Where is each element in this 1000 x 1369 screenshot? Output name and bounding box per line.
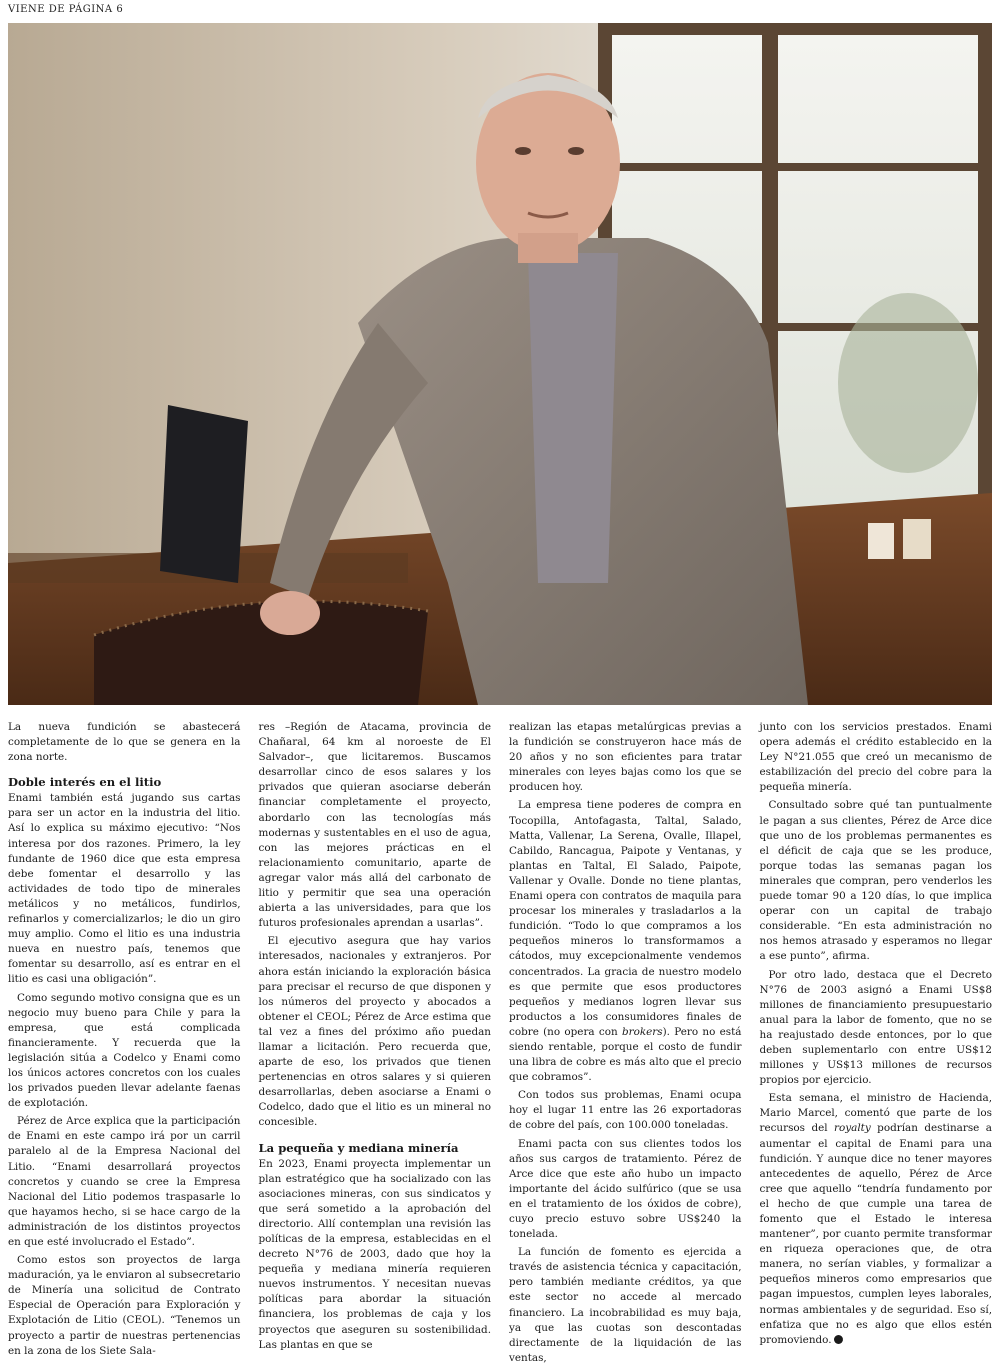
paragraph: realizan las etapas metalúrgicas previas a la fundición se construyeron hace más de 20 años y no son eficientes para tratar minerales con leyes bajas como los que se producen hoy. xyxy=(509,721,742,794)
paragraph: Con todos sus problemas, Enami ocupa hoy el lugar 11 entre las 26 exportadoras de cobre del país, con 100.000 toneladas. xyxy=(509,1089,742,1132)
column-4 xyxy=(760,720,993,1369)
end-of-article-icon: ● xyxy=(834,1335,843,1344)
paragraph xyxy=(509,798,742,1085)
article-photo xyxy=(8,23,992,705)
paragraph: junto con los servicios prestados. Enami opera además el crédito establecido en la Ley N°21.055 que creó un mecanismo de estabilización del precio del cobre para la pequeña minería. xyxy=(759,721,992,794)
column-1 xyxy=(8,720,241,1369)
paragraph: res –Región de Atacama, provincia de Chañaral, 64 km al noroeste de El Salvador–, que licitaremos. Buscamos desarrollar cinco de esos salares y los privados que quieran asociarse deberán financiar completamente el proyecto, abordarlo con las tecnologías más modernas y sustentables en el uso de agua, con las mejores prácticas en el relacionamiento comunitario, aparte de agregar valor más allá del carbonato de litio y permitir que sea una operación abierta a las universidades, para que los futuros profesionales aprendan a usarlas”. xyxy=(258,721,491,930)
paragraph: Enami pacta con sus clientes todos los años sus cargos de tratamiento. Pérez de Arce dice que este año hubo un impacto importante del ácido sulfúrico (que se usa en el tratamiento de los óxidos de cobre), cuyo precio estuvo sobre US$240 la tonelada. xyxy=(509,1137,742,1241)
text-run: Esta semana, el ministro de Hacienda, Mario Marcel, comentó que parte de los recursos del xyxy=(759,1092,992,1135)
subheading: Doble interés en el litio xyxy=(8,775,162,790)
paragraph: Como estos son proyectos de larga maduración, ya le enviaron al subsecretario de Minería una solicitud de Contrato Especial de Operación para Exploración y Explotación de Litio (CEOL). “Tenemos un proyecto a partir de nuestras pertenencias en la zona de los Siete Sala- xyxy=(8,1254,241,1357)
column-3 xyxy=(509,720,742,1369)
page-kicker: VIENE DE PÁGINA 6 xyxy=(8,4,124,15)
paragraph: Enami también está jugando sus cartas para ser un actor en la industria del litio. Así lo explica su máximo ejecutivo: “Nos interesa por dos razones. Primero, la ley fundante de 1960 dice que esta empresa debe fomentar el desarrollo y las actividades de todo tipo de minerales metálicos y no metálicos, fundirlos, refinarlos y comercializarlos; le dio un giro muy amplio. Como el litio es una industria nueva en nuestro país, tenemos que fomentar su desarrollo, así es entrar en el litio es casi una obligación”. xyxy=(8,792,241,986)
italic-term: royalty xyxy=(834,1122,871,1135)
text-run: podrían destinarse a aumentar el capital de Enami para una fundición. Y aunque dice no tener mayores antecedentes de aquello, Pérez de Arce cree que aquello “tendría fundamento por el hecho de que cumple una tarea de fomento que el Estado le interesa mantener”, por cuanto permite transformar en riqueza operaciones que, de otra manera, no serían viables, y formalizar a pequeños mineros como empresarios que pagan impuestos, cumplen leyes laborales, normas ambientales y de seguridad. Eso sí, enfatiza que no es algo que ellos estén promoviendo. xyxy=(759,1122,992,1346)
paragraph xyxy=(760,1091,993,1348)
paragraph: Como segundo motivo consigna que es un negocio muy bueno para Chile y para la empresa, que está complicada financieramente. Y recuerda que la legislación sitúa a Codelco y Enami como los únicos actores concretos con los cuales los privados pueden llevar adelante faenas de explotación. xyxy=(8,991,241,1110)
subheading: La pequeña y mediana minería xyxy=(258,1140,459,1155)
paragraph: En 2023, Enami proyecta implementar un plan estratégico que ha socializado con las asociaciones mineras, con sus sindicatos y que será sometido a la aprobación del directorio. Allí contemplan una revisión las políticas de la empresa, establecidas en el decreto N°76 de 2003, dado que hoy la pequeña y mediana minería requieren nuevos instrumentos. Y necesitan nuevas políticas para abordar la situación financiera, los problemas de caja y los proyectos que aseguren su sostenibilidad. Las plantas en que se xyxy=(258,1157,491,1351)
paragraph: La nueva fundición se abastecerá completamente de lo que se genera en la zona norte. xyxy=(8,721,241,764)
paragraph: Pérez de Arce explica que la participación de Enami en este campo irá por un carril paralelo al de la Empresa Nacional del Litio. “Enami desarrollará proyectos concretos y cuando se cree la Empresa Nacional del Litio podemos traspasarle lo que hayamos hecho, si se hace cargo de la administración de los distintos proyectos en que esté involucrado el Estado”. xyxy=(8,1115,241,1248)
paragraph: El ejecutivo asegura que hay varios interesados, nacionales y extranjeros. Por ahora están iniciando la exploración básica para precisar el recurso de que disponen y los números del proyecto y abocados a obtener el CEOL; Pérez de Arce estima que tal vez a fines del próximo año puedan llamar a licitación. Pero recuerda que, aparte de eso, los privados que tienen pertenencias en otros salares y si quieren desarrollarlas, deben asociarse a Enami o Codelco, dado que el litio es un mineral no concesible. xyxy=(258,935,491,1129)
portrait-image xyxy=(8,23,992,705)
paragraph: Consultado sobre qué tan puntualmente le pagan a sus clientes, Pérez de Arce dice que uno de los problemas permanentes es el déficit de caja que se les produce, porque todas las semanas pagan los minerales que compran, pero venderlos les puede tomar 90 a 120 días, lo que implica operar con un capital de trabajo considerable. “En esta administración no nos hemos atrasado y esperamos no llegar a ese punto”, afirma. xyxy=(759,799,992,963)
paragraph: Por otro lado, destaca que el Decreto N°76 de 2003 asignó a Enami US$8 millones de financiamiento presupuestario anual para la labor de fomento, que no se ha reajustado desde entonces, por lo que deben suplementarlo con entre US$12 millones y US$13 millones de recursos propios por ejercicio. xyxy=(759,968,992,1087)
paragraph: La función de fomento es ejercida a través de asistencia técnica y capacitación, pero también mediante créditos, ya que este sector no accede al mercado financiero. La incobrabilidad es muy baja, ya que las cuotas son descontadas directamente de la liquidación de las ventas, xyxy=(509,1246,742,1364)
text-run: ). Pero no está siendo rentable, porque el costo de fundir una libra de cobre es más alto que el precio que cobramos”. xyxy=(509,1025,742,1084)
column-2 xyxy=(259,720,492,1369)
text-run: La empresa tiene poderes de compra en Tocopilla, Antofagasta, Taltal, Salado, Matta, Vallenar, La Serena, Ovalle, Illapel, Cabildo, Rancagua, Paipote y Ventanas, y plantas en Taltal, El Salado, Paipote, Vallenar y Ovalle. Donde no tiene plantas, Enami opera con contratos de maquila para procesar los minerales y trasladarlos a la fundición. “Todo lo que compramos a los pequeños mineros lo transformamos a cátodos, muy excepcionalmente vendemos concentrados. La gracia de nuestro modelo es que permite que esos productores pequeños y medianos logren llevar sus productos a los consumidores finales de cobre (no opera con xyxy=(509,799,742,1038)
italic-term: brokers xyxy=(621,1025,663,1038)
article-body xyxy=(8,720,992,1364)
